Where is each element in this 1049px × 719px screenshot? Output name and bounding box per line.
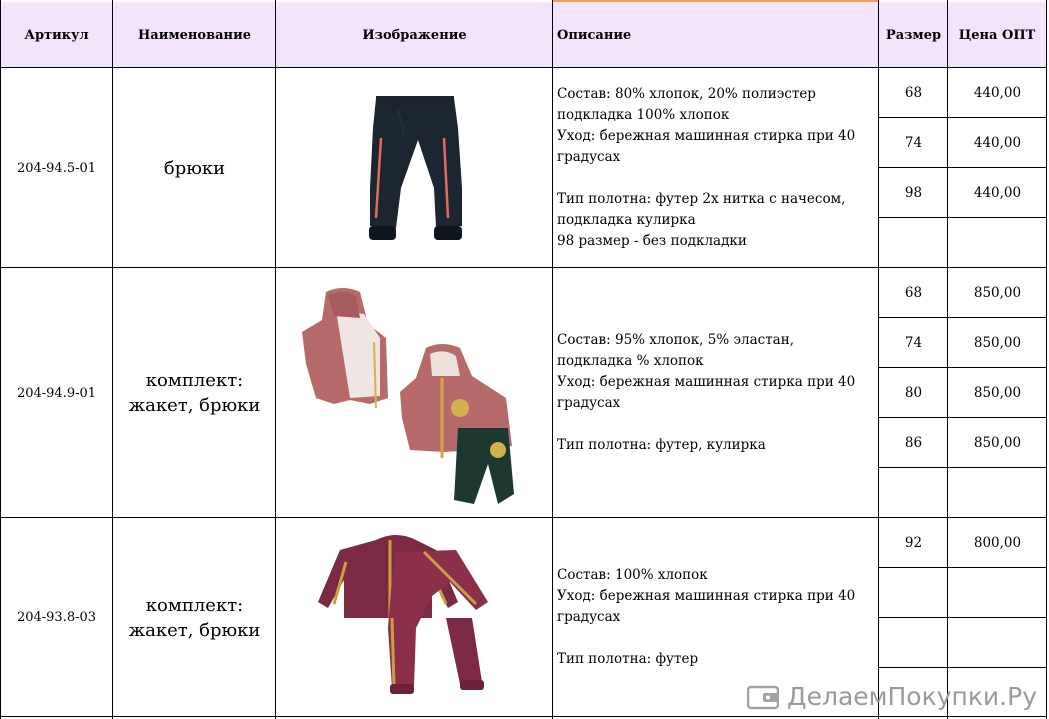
product-description — [553, 268, 879, 518]
description-line: Состав: 80% хлопок, 20% полиэстер — [557, 86, 816, 102]
product-name-line: комплект: — [145, 370, 244, 391]
size-cell: 86 — [904, 435, 923, 451]
size-cell — [879, 618, 948, 668]
description-gap — [557, 414, 879, 435]
description-line: градусах — [557, 149, 621, 165]
price-cell: 850,00 — [973, 285, 1022, 301]
size-cell: 74 — [904, 135, 923, 151]
price-cell — [948, 568, 1047, 618]
size-cell: 68 — [904, 85, 923, 101]
description-line: подкладка % хлопок — [557, 353, 704, 369]
size-cell: 68 — [904, 285, 923, 301]
product-name-line: жакет, брюки — [128, 395, 261, 416]
description-line: Состав: 95% хлопок, 5% эластан, — [557, 332, 794, 348]
size-cell — [879, 568, 948, 618]
header-image: Изображение — [276, 2, 553, 68]
price-cell: 850,00 — [973, 385, 1022, 401]
header-description: Описание — [553, 2, 879, 68]
price-cell: 440,00 — [973, 185, 1022, 201]
product-name-line: брюки — [163, 157, 226, 179]
description-line: Уход: бережная машинная стирка при 40 — [557, 374, 856, 390]
price-cell: 440,00 — [973, 85, 1022, 101]
size-cell: 92 — [904, 535, 923, 551]
watermark — [747, 682, 1037, 711]
description-line: Тип полотна: футер, кулирка — [557, 437, 766, 453]
description-line: подкладка кулирка — [557, 212, 696, 228]
price-cell — [948, 618, 1047, 668]
size-cell — [879, 218, 948, 268]
description-line: Тип полотна: футер 2х нитка с начесом, — [557, 191, 846, 207]
size-cell: 98 — [904, 185, 923, 201]
product-image-tracksuit — [276, 518, 552, 716]
description-line: Уход: бережная машинная стирка при 40 — [557, 128, 856, 144]
size-cell — [879, 468, 948, 518]
product-sku: 204-93.8-03 — [16, 610, 97, 625]
product-image-pants — [276, 68, 552, 267]
description-line: градусах — [557, 395, 621, 411]
header-sku: Артикул — [0, 2, 113, 68]
description-line: градусах — [557, 609, 621, 625]
product-image-jacket-set — [276, 268, 552, 517]
header-name: Наименование — [113, 2, 276, 68]
wallet-icon — [747, 684, 779, 710]
product-name — [113, 68, 276, 268]
price-cell — [948, 468, 1047, 518]
product-name — [113, 518, 276, 717]
price-cell — [948, 218, 1047, 268]
product-description — [553, 68, 879, 268]
price-cell: 800,00 — [973, 535, 1022, 551]
product-name-line: жакет, брюки — [128, 619, 261, 641]
price-cell: 850,00 — [973, 335, 1022, 351]
description-line: подкладка 100% хлопок — [557, 107, 730, 123]
description-gap — [557, 628, 879, 649]
product-sku: 204-94.5-01 — [16, 160, 97, 176]
header-size: Размер — [879, 2, 948, 68]
description-line: Состав: 100% хлопок — [557, 567, 708, 583]
size-cell: 80 — [904, 385, 923, 401]
price-cell: 850,00 — [973, 435, 1022, 451]
product-name-line: комплект: — [145, 594, 244, 616]
header-price: Цена ОПТ — [948, 2, 1046, 68]
description-gap — [557, 168, 879, 189]
description-line: Тип полотна: футер — [557, 651, 699, 667]
watermark-text: ДелаемПокупки.Ру — [787, 682, 1037, 711]
size-cell: 74 — [904, 335, 923, 351]
description-line: Уход: бережная машинная стирка при 40 — [557, 588, 856, 604]
product-sku: 204-94.9-01 — [16, 385, 97, 401]
product-name — [113, 268, 276, 518]
price-cell: 440,00 — [973, 135, 1022, 151]
description-line: 98 размер - без подкладки — [557, 233, 747, 249]
